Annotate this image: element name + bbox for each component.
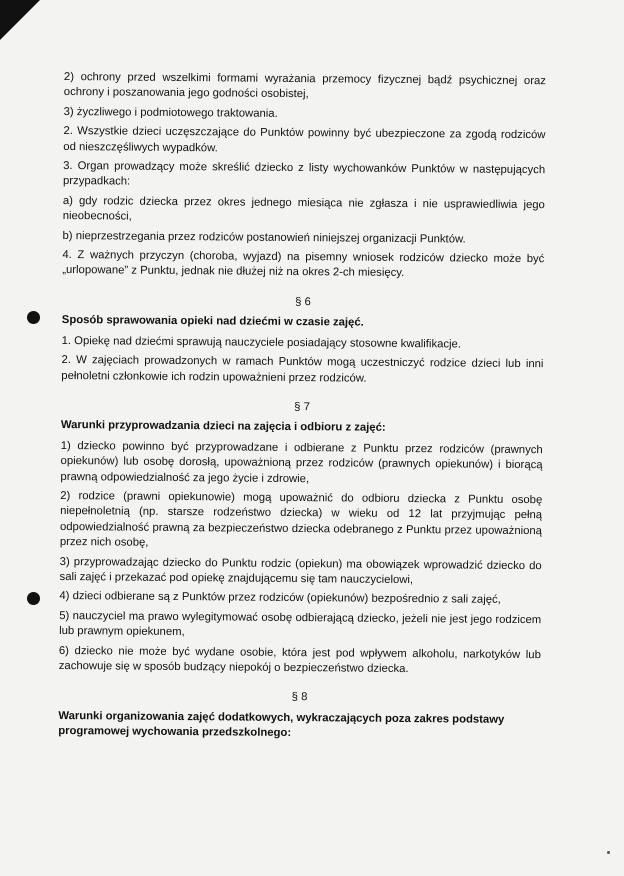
- section-heading-8: Warunki organizowania zajęć dodatkowych, wykraczających poza zakres podstawy programowej wychowania przedszkolnego:: [58, 709, 505, 740]
- paragraph: 2. Wszystkie dzieci uczęszczające do Punktów powinny być ubezpieczone za zgodą rodziców od nieszczęśliwych wypadków.: [63, 125, 546, 154]
- paragraph: 1. Opiekę nad dziećmi sprawują nauczyciele posiadający stosowne kwalifikacje.: [61, 334, 462, 351]
- punch-hole-bottom: [27, 592, 40, 605]
- paragraph: 6) dziecko nie może być wydane osobie, która jest pod wpływem alkoholu, narkotyków lub zachowuje się w sposób budzący niepokój o bezpieczeństwo dziecka.: [58, 644, 541, 676]
- paragraph: 4. Z ważnych przyczyn (choroba, wyjazd) na pisemny wniosek rodziców dziecko może być „urlopowane” z Punktu, jednak nie dłużej niż na okres 2-ch miesięcy.: [62, 249, 545, 280]
- paragraph: 5) nauczyciel ma prawo wylegitymować osobę odbierającą dziecko, jeżeli nie jest jego rodzicem lub prawnym opiekunem,: [59, 609, 542, 639]
- paragraph: a) gdy rodzic dziecka przez okres jednego miesiąca nie zgłasza i nie usprawiedliwia jego nieobecności,: [62, 194, 545, 223]
- paragraph: 3) przyprowadzając dziecko do Punktu rodzic (opiekun) ma obowiązek wprowadzić dziecko do sali zajęć i przekazać pod opiekę znajdującemu się tam nauczycielowi,: [59, 555, 542, 587]
- paragraph: 2. W zajęciach prowadzonych w ramach Punktów mogą uczestniczyć rodzice dzieci lub inni pełnoletni członkowie ich rodzin upoważnieni przez rodziców.: [61, 354, 544, 385]
- document-page: [58, 70, 546, 749]
- section-number-8: § 8: [291, 691, 308, 704]
- paragraph: 2) rodzice (prawni opiekunowie) mogą upoważnić do odbioru dziecka z Punktu osobę niepełnoletnią (np. starsze rodzeństwo dziecka) w wieku od 12 lat przyjmując pełną odpowiedzialność prawną za bezpieczeństwo dziecka odebranego z Punktu przez upoważnioną przez nich osobę,: [59, 489, 543, 549]
- paragraph: b) nieprzestrzegania przez rodziców postanowień niniejszej organizacji Punktów.: [62, 229, 466, 246]
- paragraph: 1) dziecko powinno być przyprowadzane i odbierane z Punktu przez rodziców (prawnych opiekunów) lub osobę dorosłą, upoważnioną przez rodziców (prawnych opiekunów) i biorącą prawną odpowiedzialność za jego życie i zdrowie,: [60, 439, 543, 485]
- paragraph: 3. Organ prowadzący może skreślić dziecko z listy wychowanków Punktów w następujących przypadkach:: [62, 160, 546, 189]
- paragraph: 4) dzieci odbierane są z Punktów przez rodziców (opiekunów) bezpośrednio z sali zajęć,: [59, 590, 501, 607]
- paragraph: 3) życzliwego i podmiotowego traktowania.: [63, 105, 278, 120]
- section-heading-6: Sposób sprawowania opieki nad dziećmi w czasie zajęć.: [61, 314, 364, 329]
- paragraph: 2) ochrony przed wszelkimi formami wyrażania przemocy fizycznej bądź psychicznej oraz ochrony i poszanowania jego godności osobistej,: [63, 70, 546, 101]
- scan-speck: [607, 851, 610, 854]
- punch-hole-top: [27, 311, 40, 324]
- page-corner-shadow: [0, 0, 40, 40]
- section-heading-7: Warunki przyprowadzania dzieci na zajęcia i odbioru z zajęć:: [60, 419, 386, 435]
- section-number-6: § 6: [295, 295, 311, 309]
- section-number-7: § 7: [294, 400, 310, 414]
